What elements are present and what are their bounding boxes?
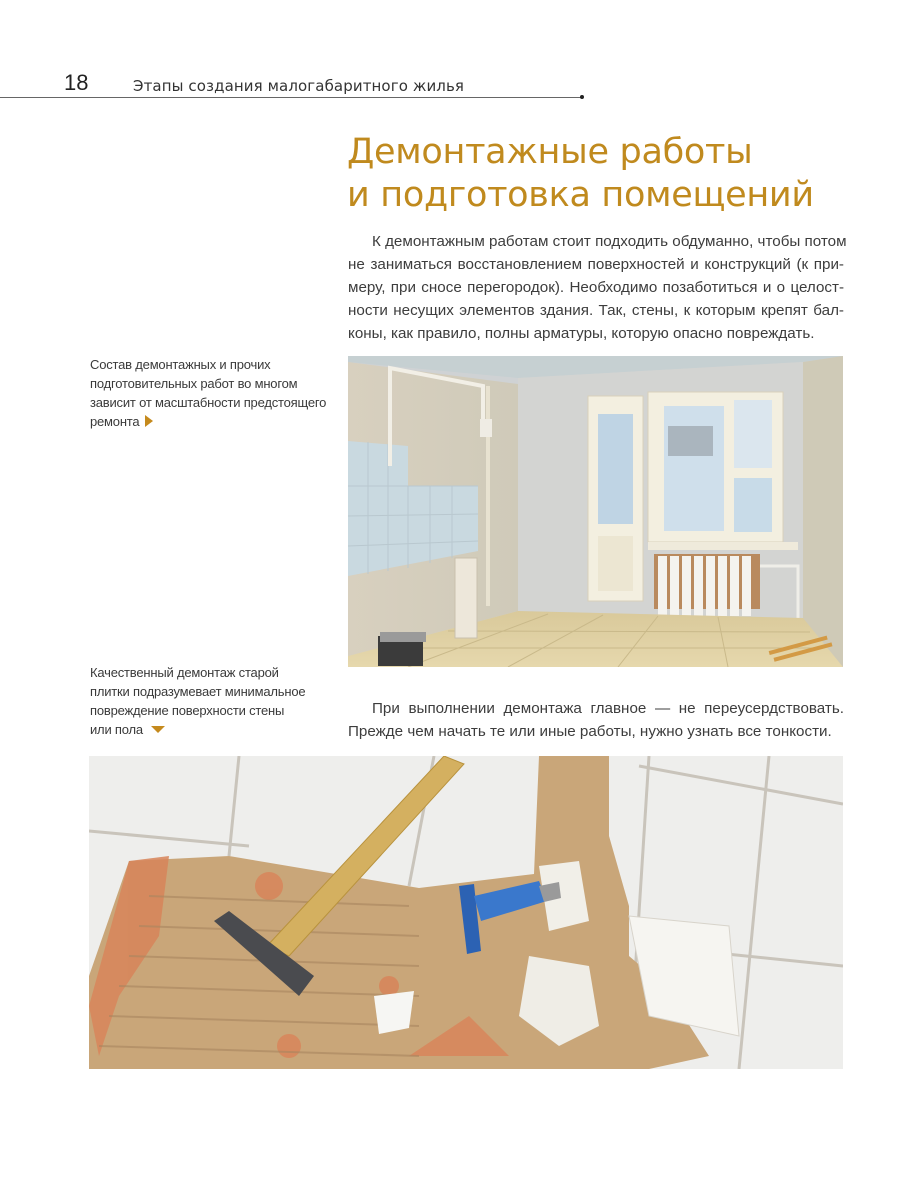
caption-line: Состав демонтажных и прочих: [90, 357, 271, 372]
caption-line: зависит от масштабности предстоящего: [90, 395, 327, 410]
arrow-right-icon: [145, 415, 153, 427]
header-rule-dot: [580, 95, 584, 99]
intro-paragraph: [348, 230, 847, 345]
page-title-line-1: Демонтажные работы: [347, 132, 753, 172]
caption-tiles-photo: [90, 663, 330, 739]
paragraph-line: При выполнении демонтажа главное — не переусердствовать.: [372, 700, 844, 717]
room-photo-illustration: [348, 356, 843, 667]
tiles-photo: [89, 756, 843, 1069]
room-photo: [348, 356, 843, 667]
running-title: Этапы создания малогабаритного жилья: [133, 77, 465, 95]
paragraph-line: коны, как правило, полны арматуры, которую опасно повреждать.: [348, 325, 815, 342]
paragraph-line: К демонтажным работам стоит подходить обдуманно, чтобы потом: [372, 233, 847, 250]
second-paragraph: [348, 697, 844, 743]
caption-line: или пола: [90, 722, 143, 737]
paragraph-line: не заниматься восстановлением поверхностей и конструкций (к при-: [348, 256, 844, 273]
arrow-down-icon: [151, 726, 165, 733]
caption-line: плитки подразумевает минимальное: [90, 684, 306, 699]
header-rule: [0, 97, 583, 98]
caption-line: ремонта: [90, 414, 140, 429]
paragraph-line: меру, при сносе перегородок). Необходимо позаботиться и о целост-: [348, 279, 844, 296]
paragraph-line: ности несущих элементов здания. Так, стены, к которым крепят бал-: [348, 302, 844, 319]
caption-line: подготовительных работ во многом: [90, 376, 298, 391]
page-title: [347, 131, 814, 217]
caption-line: повреждение поверхности стены: [90, 703, 285, 718]
paragraph-line: Прежде чем начать те или иные работы, нужно узнать все тонкости.: [348, 723, 832, 740]
caption-line: Качественный демонтаж старой: [90, 665, 279, 680]
page-number: 18: [64, 70, 89, 95]
page-title-line-2: и подготовка помещений: [347, 175, 814, 215]
tiles-photo-illustration: [89, 756, 843, 1069]
caption-room-photo: [90, 355, 330, 431]
